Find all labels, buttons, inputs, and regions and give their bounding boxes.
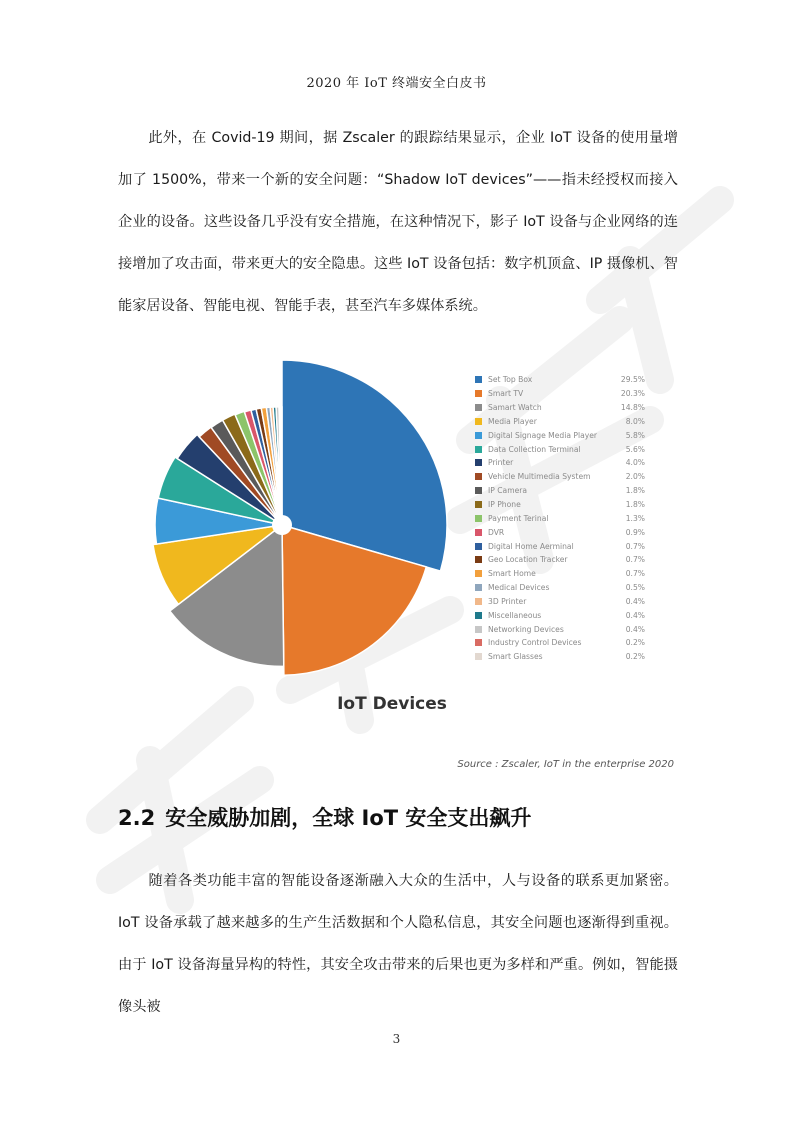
legend-value: 20.3% xyxy=(620,389,645,399)
page-number: 3 xyxy=(392,1032,401,1046)
section-number: 2.2 xyxy=(118,806,156,830)
legend-label: IP Phone xyxy=(488,500,521,510)
body-paragraph-1-text: 此外，在 Covid-19 期间，据 Zscaler 的跟踪结果显示，企业 IoT 设备的使用量增加了 1500%，带来一个新的安全问题：“Shadow IoT devices”——指未经授权而接入企业的设备。这些设备几乎没有安全措施，在这种情况下，影子 IoT 设备与企业网络的连接增加了攻击面，带来更大的安全隐患。这些 IoT 设备包括：数字机顶盒、IP 摄像机、智能家居设备、智能电视、智能手表，甚至汽车多媒体系统。 xyxy=(118,130,678,314)
legend-value: 29.5% xyxy=(620,375,645,385)
legend-swatch xyxy=(475,432,482,439)
legend-label: Digital Home Aerminal xyxy=(488,541,574,551)
legend-label: Digital Signage Media Player xyxy=(488,430,598,440)
legend-value: 2.0% xyxy=(625,472,645,482)
legend-value: 0.7% xyxy=(625,541,645,551)
legend-value: 0.2% xyxy=(625,638,645,648)
body-paragraph-1 xyxy=(118,117,678,327)
legend-label: Smart Home xyxy=(488,569,536,579)
legend-item xyxy=(475,470,645,484)
legend-value: 0.5% xyxy=(625,583,645,593)
legend-label: Medical Devices xyxy=(488,583,550,593)
legend-value: 0.9% xyxy=(625,527,645,537)
legend-value: 0.2% xyxy=(625,652,645,662)
legend-swatch xyxy=(475,459,482,466)
legend-swatch xyxy=(475,446,482,453)
legend-label: Networking Devices xyxy=(488,624,564,634)
chart-source: Source : Zscaler, IoT in the enterprise 2020 xyxy=(457,759,674,770)
legend-item xyxy=(475,539,645,553)
legend-label: DVR xyxy=(488,527,505,537)
legend-value: 0.4% xyxy=(625,610,645,620)
legend-label: Smart TV xyxy=(488,389,524,399)
legend-item xyxy=(475,415,645,429)
legend-swatch xyxy=(475,570,482,577)
legend-item xyxy=(475,567,645,581)
legend-value: 5.8% xyxy=(625,430,645,440)
legend-item xyxy=(475,484,645,498)
legend-swatch xyxy=(475,418,482,425)
legend-item xyxy=(475,442,645,456)
legend-item xyxy=(475,373,645,387)
legend-item xyxy=(475,387,645,401)
legend-value: 0.7% xyxy=(625,555,645,565)
legend-item xyxy=(475,428,645,442)
legend-swatch xyxy=(475,653,482,660)
chart-legend xyxy=(475,373,645,664)
legend-swatch xyxy=(475,501,482,508)
legend-label: Printer xyxy=(488,458,514,468)
legend-value: 14.8% xyxy=(620,403,645,413)
legend-swatch xyxy=(475,612,482,619)
legend-value: 1.8% xyxy=(625,486,645,496)
legend-value: 1.3% xyxy=(625,513,645,523)
page-header: 2020 年 IoT 终端安全白皮书 xyxy=(306,76,487,91)
legend-label: Samart Watch xyxy=(488,403,542,413)
legend-swatch xyxy=(475,626,482,633)
legend-label: Data Collection Terminal xyxy=(488,444,581,454)
legend-item xyxy=(475,553,645,567)
legend-swatch xyxy=(475,598,482,605)
legend-label: Vehicle Multimedia System xyxy=(488,472,591,482)
legend-value: 4.0% xyxy=(625,458,645,468)
legend-label: Industry Control Devices xyxy=(488,638,582,648)
section-heading xyxy=(118,802,531,832)
section-title: 安全威胁加剧，全球 IoT 安全支出飙升 xyxy=(165,806,532,830)
pie-center-hole xyxy=(272,515,292,535)
legend-label: Geo Location Tracker xyxy=(488,555,568,565)
legend-item xyxy=(475,636,645,650)
legend-label: Payment Terinal xyxy=(488,513,549,523)
legend-value: 8.0% xyxy=(625,416,645,426)
legend-swatch xyxy=(475,473,482,480)
legend-swatch xyxy=(475,404,482,411)
legend-item xyxy=(475,595,645,609)
legend-swatch xyxy=(475,529,482,536)
legend-swatch xyxy=(475,639,482,646)
legend-value: 0.4% xyxy=(625,596,645,606)
legend-item xyxy=(475,401,645,415)
legend-swatch xyxy=(475,584,482,591)
legend-value: 5.6% xyxy=(625,444,645,454)
legend-label: Set Top Box xyxy=(488,375,533,385)
legend-swatch xyxy=(475,556,482,563)
legend-label: Smart Glasses xyxy=(488,652,543,662)
legend-item xyxy=(475,581,645,595)
legend-swatch xyxy=(475,390,482,397)
legend-label: IP Camera xyxy=(488,486,528,496)
legend-item xyxy=(475,525,645,539)
legend-item xyxy=(475,511,645,525)
body-paragraph-2 xyxy=(118,860,678,1028)
legend-value: 1.8% xyxy=(625,500,645,510)
legend-swatch xyxy=(475,376,482,383)
legend-swatch xyxy=(475,543,482,550)
chart-title: IoT Devices xyxy=(337,694,447,714)
legend-swatch xyxy=(475,487,482,494)
legend-value: 0.4% xyxy=(625,624,645,634)
body-paragraph-2-text: 随着各类功能丰富的智能设备逐渐融入大众的生活中，人与设备的联系更加紧密。IoT 设备承载了越来越多的生产生活数据和个人隐私信息，其安全问题也逐渐得到重视。由于 IoT 设备海量异构的特性，其安全攻击带来的后果也更为多样和严重。例如，智能摄像头被 xyxy=(118,873,678,1015)
legend-item xyxy=(475,456,645,470)
legend-value: 0.7% xyxy=(625,569,645,579)
iot-devices-pie-chart xyxy=(0,340,793,700)
legend-label: 3D Printer xyxy=(488,596,527,606)
legend-swatch xyxy=(475,515,482,522)
legend-item xyxy=(475,608,645,622)
legend-item xyxy=(475,622,645,636)
legend-item xyxy=(475,650,645,664)
legend-label: Miscellaneous xyxy=(488,610,542,620)
legend-label: Media Player xyxy=(488,416,537,426)
legend-item xyxy=(475,498,645,512)
